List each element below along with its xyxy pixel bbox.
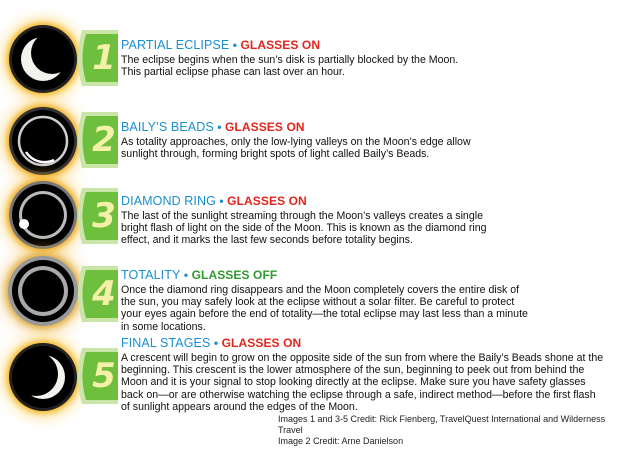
stage-heading	[121, 194, 609, 208]
stage-title: FINAL STAGES	[121, 336, 211, 350]
glasses-status: GLASSES ON	[224, 120, 305, 134]
stage-number-tab	[74, 30, 118, 86]
glasses-status: GLASSES ON	[221, 336, 302, 350]
stage-heading	[121, 268, 609, 282]
glasses-status: GLASSES OFF	[191, 268, 278, 282]
diamond-ring-image	[12, 184, 74, 246]
bullet: •	[213, 336, 219, 350]
stage-description: Once the diamond ring disappears and the Moon completely covers the entire disk of the sun, you may safely look at the eclipse without a solar filter. Be careful to protect your eyes again before the end of totality—the total eclipse may last less than a minute in some locations.	[121, 284, 528, 333]
bullet: •	[183, 268, 189, 282]
bailys-beads-image	[12, 110, 74, 172]
stage-number: 4	[92, 274, 116, 314]
bullet: •	[217, 120, 222, 134]
bullet: •	[232, 38, 238, 52]
stage-number-tab	[74, 188, 118, 244]
stage-number-tab	[74, 348, 118, 404]
stage-heading	[121, 38, 609, 52]
image-credits	[278, 414, 613, 447]
stage-number: 3	[92, 196, 116, 236]
stage-number: 5	[92, 356, 116, 396]
stage-title: DIAMOND RING	[121, 194, 216, 208]
stage-partial-eclipse	[0, 24, 618, 114]
stage-number: 1	[92, 38, 116, 78]
stage-number-tab	[74, 112, 118, 168]
stage-description: The eclipse begins when the sun’s disk is partially blocked by the Moon. This partial eclipse phase can last over an hour.	[121, 54, 459, 79]
stage-description: A crescent will begin to grow on the opposite side of the sun from where the Baily’s Beads shone at the beginning. This crescent is the lower atmosphere of the sun, beginning to peek out from behind the Moon and it is your signal to stop looking directly at the eclipse. Make sure you have safety glasses back on—or are otherwise watching the eclipse through a safe, indirect method—before the first flash of sunlight appears around the edges of the Moon.	[121, 352, 604, 413]
partial-eclipse-image	[12, 28, 74, 90]
stage-title: TOTALITY	[121, 268, 181, 282]
stage-title: BAILY’S BEADS	[121, 120, 214, 134]
glasses-status: GLASSES ON	[240, 38, 321, 52]
bullet: •	[219, 194, 224, 208]
stage-title: PARTIAL ECLIPSE	[121, 38, 230, 52]
stage-totality	[0, 256, 618, 346]
stage-description: As totality approaches, only the low-lying valleys on the Moon’s edge allow sunlight through, forming bright spots of light called Baily’s Beads.	[121, 136, 471, 161]
stage-number-tab	[74, 266, 118, 322]
credit-line: Images 1 and 3-5 Credit: Rick Fienberg, TravelQuest International and Wilderness Travel	[278, 414, 606, 435]
stage-number: 2	[92, 120, 116, 160]
stage-heading	[121, 120, 609, 134]
glasses-status: GLASSES ON	[227, 194, 307, 208]
stage-description: The last of the sunlight streaming through the Moon’s valleys creates a single bright flash of light on the side of the Moon. This is known as the diamond ring effect, and it marks the last few seconds before totality begins.	[121, 210, 487, 247]
totality-image	[12, 260, 74, 322]
final-stages-image	[12, 346, 74, 408]
credit-line: Image 2 Credit: Arne Danielson	[278, 436, 404, 446]
stage-heading	[121, 336, 609, 350]
